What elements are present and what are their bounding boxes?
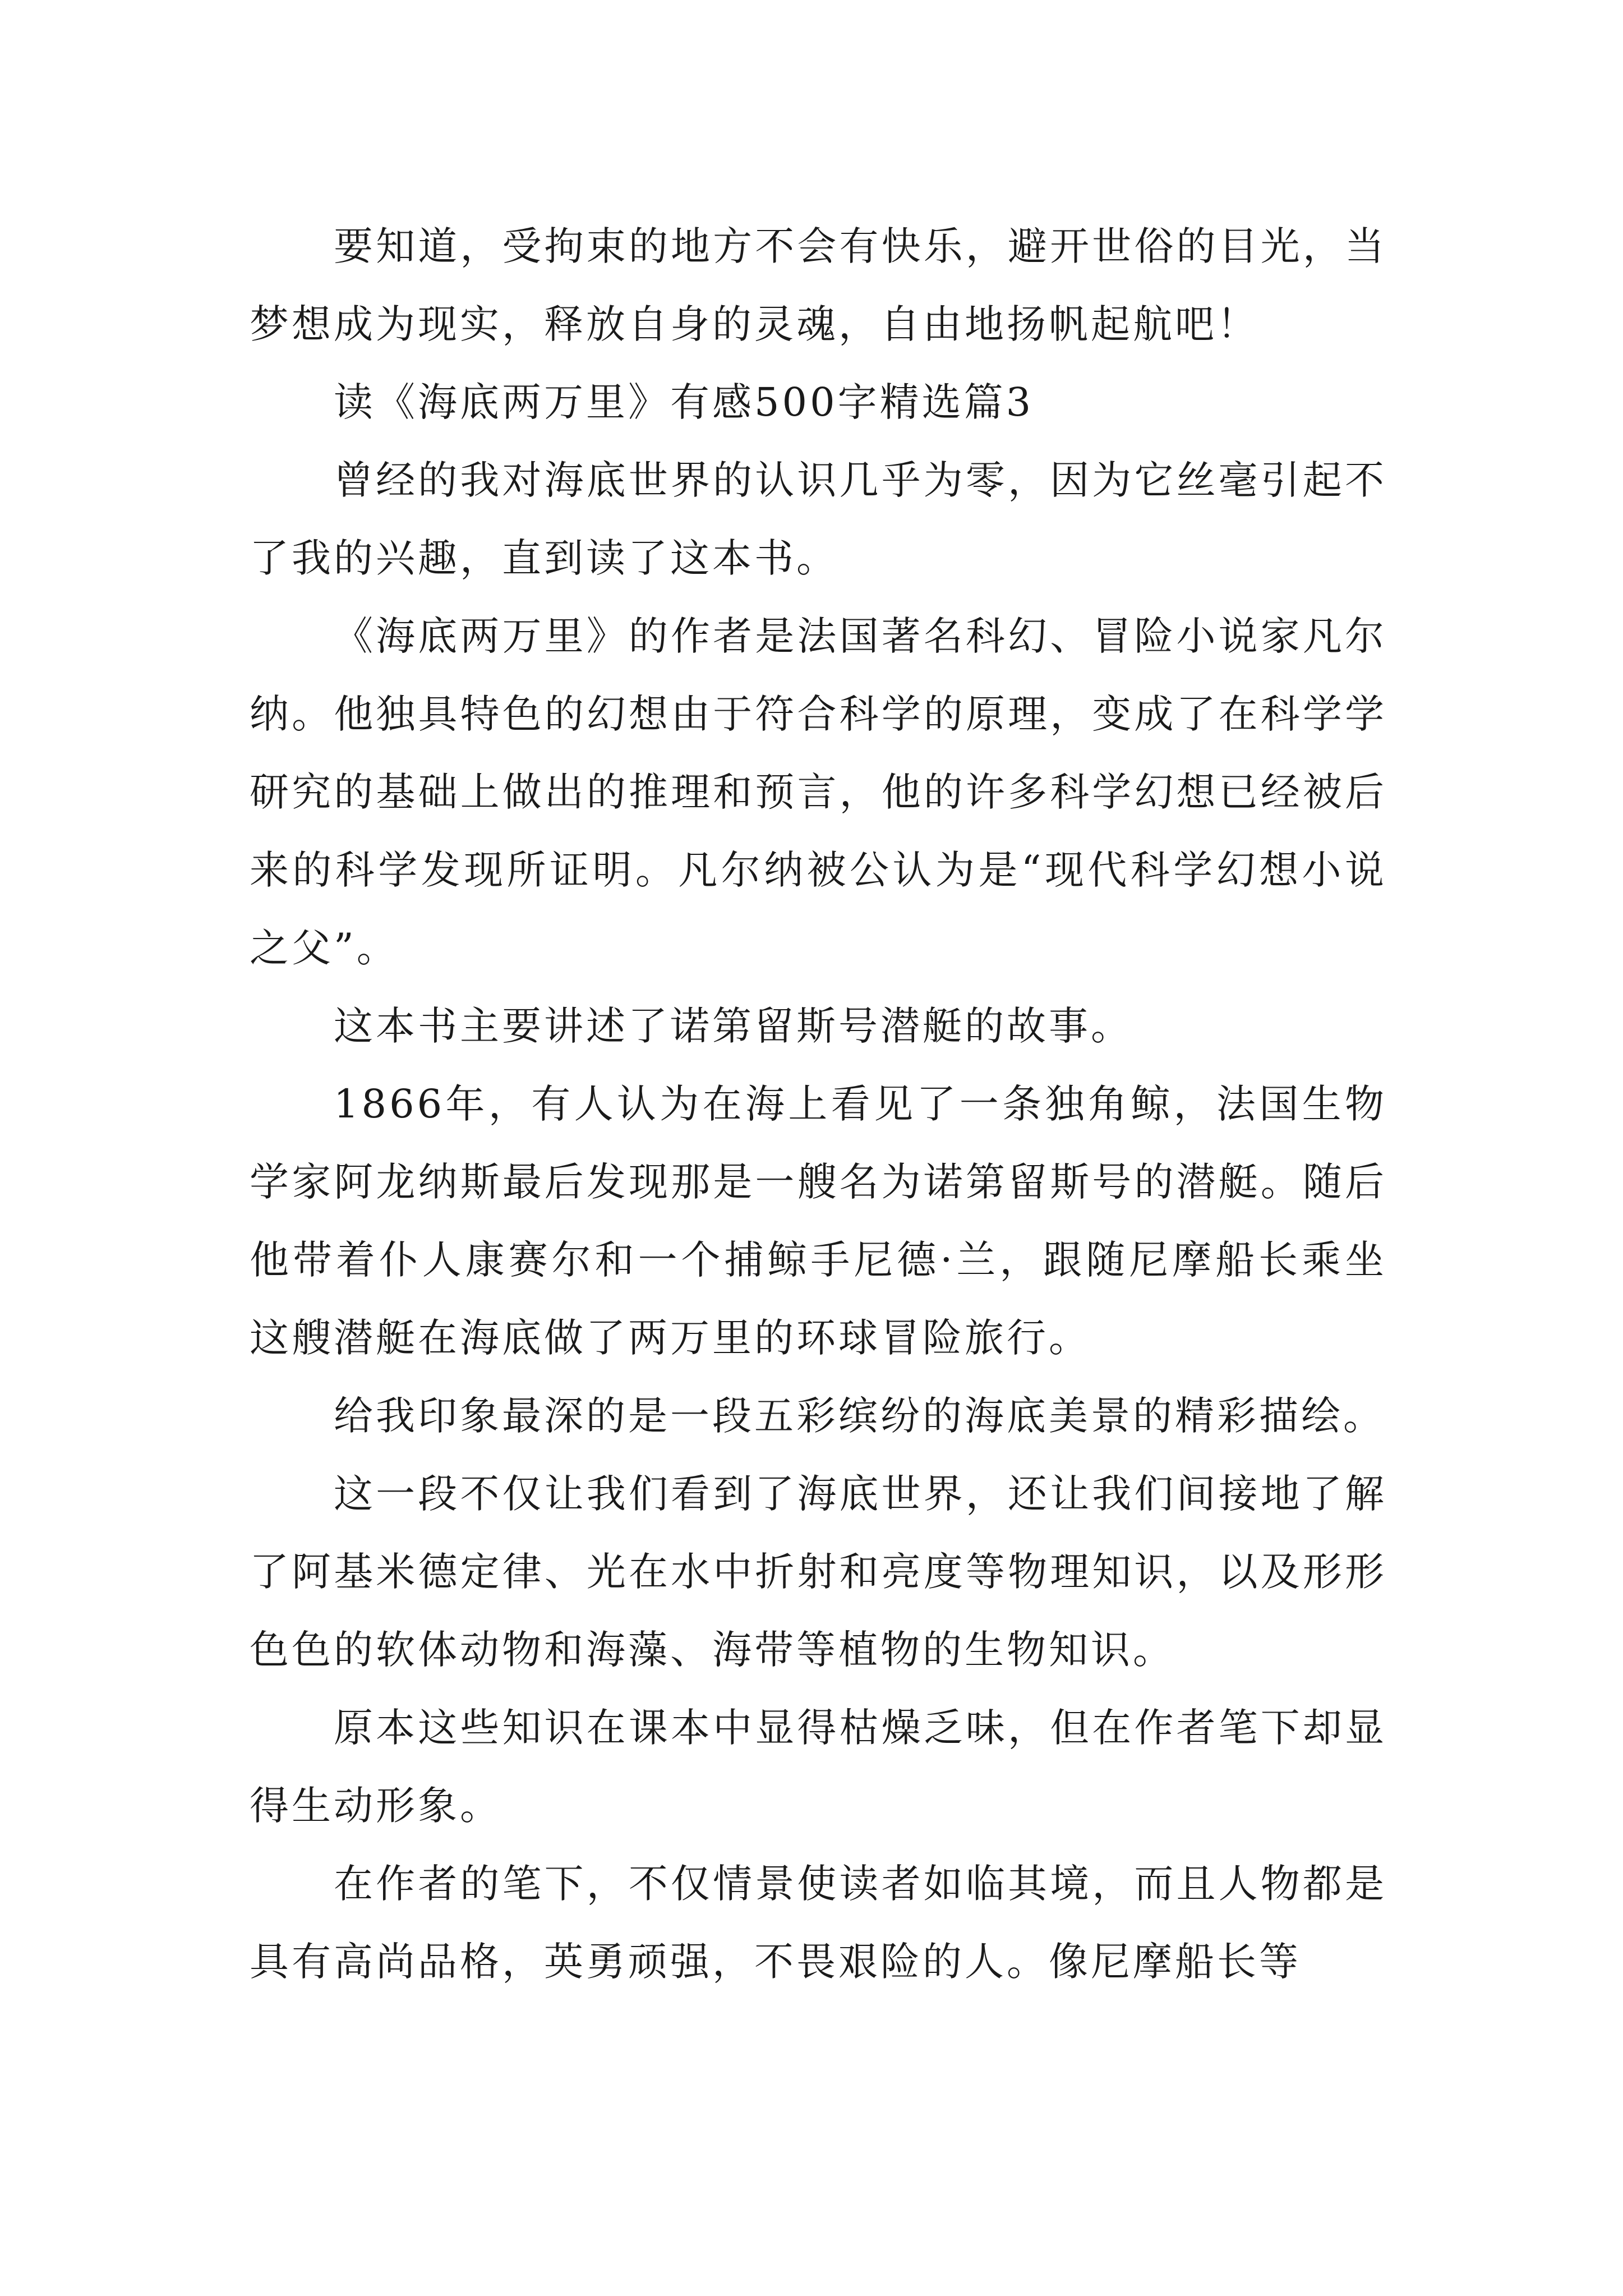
paragraph-vivid: 原本这些知识在课本中显得枯燥乏味，但在作者笔下却显得生动形象。: [250, 1705, 1387, 1829]
paragraph-characters: 在作者的笔下，不仅情景使读者如临其境，而且人物都是具有高尚品格，英勇顽强，不畏艰险的人。像尼摩船长等: [250, 1861, 1387, 1985]
paragraph-author: 《海底两万里》的作者是法国著名科幻、冒险小说家凡尔纳。他独具特色的幻想由于符合科学的原理，变成了在科学学研究的基础上做出的推理和预言，他的许多科学幻想已经被后来的科学发现所证明。凡尔纳被公认为是“现代科学幻想小说之父”。: [250, 613, 1387, 971]
paragraph-plot: 1866年，有人认为在海上看见了一条独角鲸，法国生物学家阿龙纳斯最后发现那是一艘名为诺第留斯号的潜艇。随后他带着仆人康赛尔和一个捕鲸手尼德·兰，跟随尼摩船长乘坐这艘潜艇在海底做了两万里的环球冒险旅行。: [250, 1081, 1387, 1361]
paragraph-summary: 这本书主要讲述了诺第留斯号潜艇的故事。: [334, 1003, 1133, 1049]
document-body: [250, 208, 1387, 2001]
paragraph-closing-encouragement: 要知道，受拘束的地方不会有快乐，避开世俗的目光，当梦想成为现实，释放自身的灵魂，自由地扬帆起航吧！: [250, 223, 1387, 347]
paragraph-intro: 曾经的我对海底世界的认识几乎为零，因为它丝毫引起不了我的兴趣，直到读了这本书。: [250, 457, 1387, 581]
paragraph-impression: 给我印象最深的是一段五彩缤纷的海底美景的精彩描绘。: [334, 1393, 1385, 1439]
paragraph-knowledge: 这一段不仅让我们看到了海底世界，还让我们间接地了解了阿基米德定律、光在水中折射和亮度等物理知识，以及形形色色的软体动物和海藻、海带等植物的生物知识。: [250, 1471, 1387, 1673]
section-heading: 读《海底两万里》有感500字精选篇3: [334, 379, 1034, 425]
